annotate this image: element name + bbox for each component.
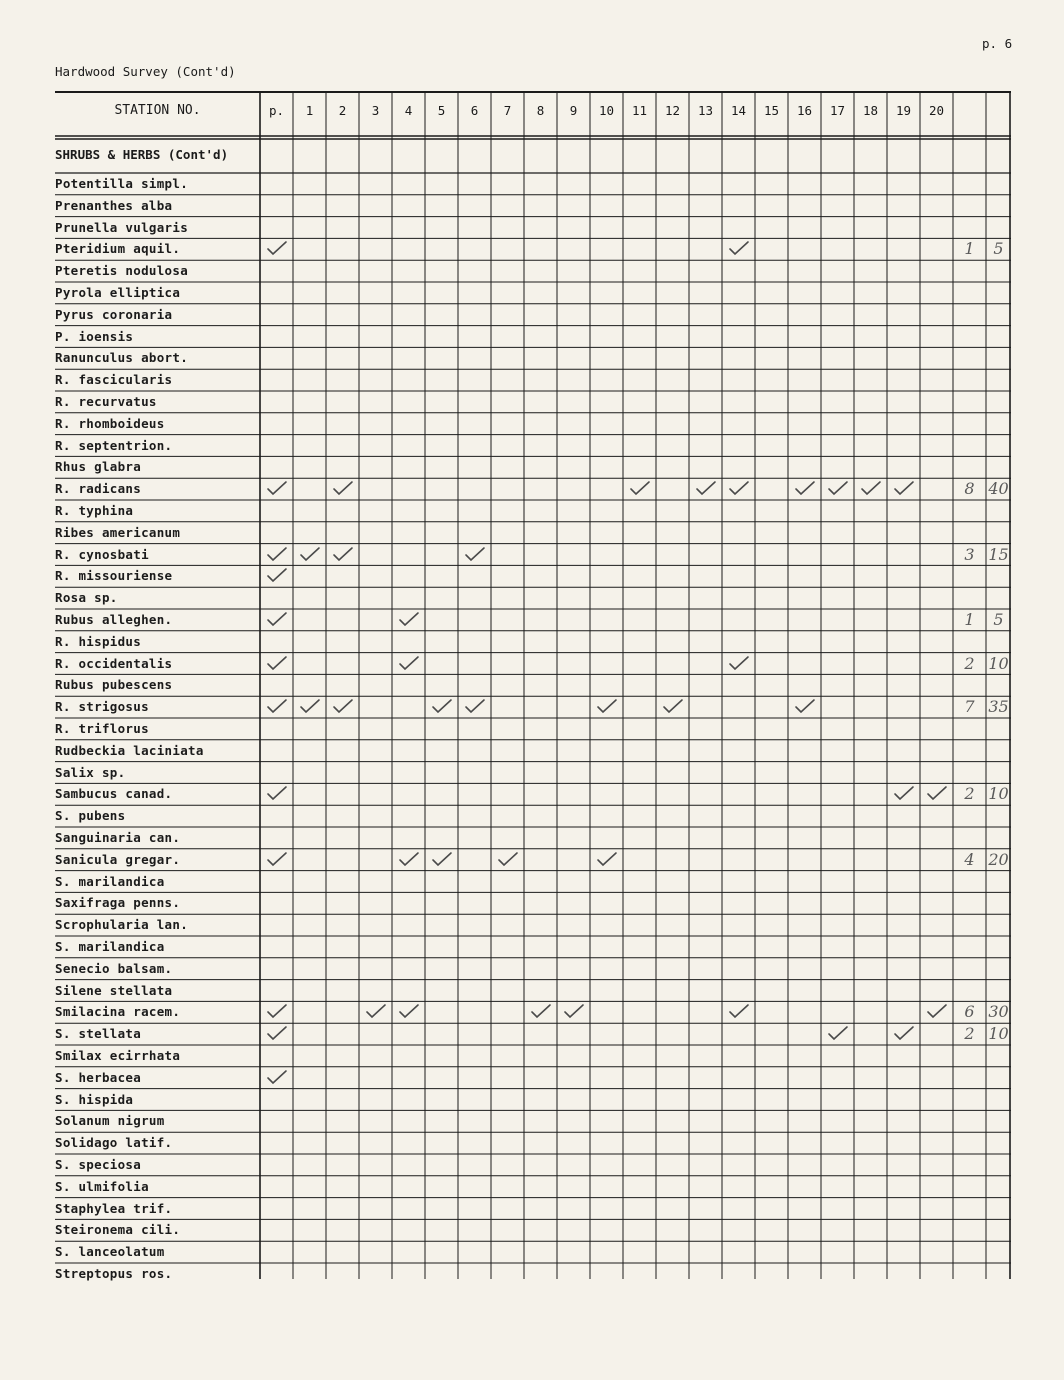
species-name: R. fascicularis [55, 372, 173, 388]
checkmark-icon [265, 239, 289, 257]
tally-percent: 35 [988, 697, 1009, 717]
checkmark-icon [859, 479, 883, 497]
station-column-header: 3 [371, 103, 380, 118]
checkmark-icon [463, 545, 487, 563]
section-label: SHRUBS & HERBS (Cont'd) [55, 147, 229, 162]
species-name: Smilacina racem. [55, 1004, 181, 1020]
species-name: Smilax ecirrhata [55, 1048, 181, 1063]
station-column-header: 12 [664, 103, 681, 118]
tally-count: 3 [964, 544, 975, 564]
station-column-header: 4 [404, 103, 413, 118]
checkmark-icon [529, 1002, 553, 1020]
checkmark-icon [331, 545, 355, 563]
species-name: Rudbeckia laciniata [55, 742, 204, 758]
species-name: Rubus pubescens [55, 677, 173, 693]
station-column-header: 5 [437, 103, 446, 118]
tally-count: 2 [964, 653, 975, 673]
species-name: R. typhina [55, 503, 134, 518]
checkmark-icon [397, 654, 421, 672]
checkmark-icon [265, 697, 289, 715]
checkmark-icon [496, 850, 520, 868]
tally-percent: 20 [988, 849, 1009, 869]
species-name: Prenanthes alba [55, 197, 173, 213]
checkmark-icon [562, 1002, 586, 1020]
species-name: Salix sp. [55, 764, 126, 780]
species-name: Sambucus canad. [55, 786, 173, 802]
tally-percent: 5 [993, 239, 1004, 259]
checkmark-icon [265, 566, 289, 584]
species-name: Staphylea trif. [55, 1200, 173, 1216]
tally-percent: 10 [988, 784, 1009, 804]
species-name: Prunella vulgaris [55, 219, 189, 235]
tally-count: 1 [964, 610, 975, 629]
checkmark-icon [727, 654, 751, 672]
checkmark-icon [892, 1024, 916, 1042]
species-name: S. ulmifolia [55, 1178, 149, 1194]
page-number: p. 6 [982, 36, 1013, 51]
checkmark-icon [694, 479, 718, 497]
species-name: S. herbacea [55, 1069, 142, 1085]
station-column-header: 6 [470, 103, 479, 118]
checkmark-icon [364, 1002, 388, 1020]
station-column-header: 10 [598, 103, 615, 118]
tally-count: 6 [964, 1002, 975, 1022]
checkmark-icon [925, 784, 949, 802]
species-name: R. hispidus [55, 633, 142, 649]
station-column-header: 18 [862, 103, 879, 118]
species-name: S. pubens [55, 808, 126, 824]
checkmark-icon [430, 697, 454, 715]
station-column-header: 14 [730, 103, 747, 118]
species-name: Ranunculus abort. [55, 350, 189, 366]
station-column-header: 19 [895, 103, 912, 118]
checkmark-icon [727, 479, 751, 497]
species-name: P. ioensis [55, 328, 134, 344]
checkmark-icon [925, 1002, 949, 1020]
tally-percent: 10 [988, 653, 1009, 673]
checkmark-icon [397, 1002, 421, 1020]
species-name: Solanum nigrum [55, 1113, 165, 1129]
species-name: Rhus glabra [55, 459, 142, 475]
station-column-header: 2 [338, 103, 347, 118]
species-name: Ribes americanum [55, 524, 181, 540]
station-column-header: 13 [697, 103, 714, 118]
checkmark-icon [826, 479, 850, 497]
species-name: Potentilla simpl. [55, 176, 189, 191]
checkmark-icon [892, 784, 916, 802]
tally-percent: 40 [988, 479, 1009, 499]
checkmark-icon [298, 545, 322, 563]
checkmark-icon [628, 479, 652, 497]
species-name: Pteretis nodulosa [55, 263, 189, 279]
tally-count: 2 [964, 784, 975, 804]
checkmark-icon [265, 479, 289, 497]
station-column-header: 9 [569, 103, 578, 118]
station-column-header: 15 [763, 103, 780, 118]
checkmark-icon [463, 697, 487, 715]
checkmark-icon [265, 1002, 289, 1020]
species-name: S. marilandica [55, 873, 165, 889]
species-name: Sanguinaria can. [55, 830, 181, 845]
species-name: Saxifraga penns. [55, 895, 181, 911]
species-name: R. strigosus [55, 699, 149, 715]
species-name: R. radicans [55, 481, 142, 497]
species-name: S. speciosa [55, 1157, 142, 1172]
species-name: S. lanceolatum [55, 1244, 165, 1260]
station-column-header: p. [268, 103, 285, 118]
station-column-header: 8 [536, 103, 545, 118]
survey-table [55, 91, 1011, 1279]
checkmark-icon [661, 697, 685, 715]
document-title: Hardwood Survey (Cont'd) [55, 64, 236, 79]
species-name: R. rhomboideus [55, 415, 165, 431]
species-name: R. septentrion. [55, 437, 173, 453]
tally-count: 1 [964, 239, 975, 259]
species-name: Streptopus ros. [55, 1266, 173, 1281]
checkmark-icon [793, 479, 817, 497]
species-name: Rubus alleghen. [55, 612, 173, 627]
checkmark-icon [331, 697, 355, 715]
species-name: S. marilandica [55, 939, 165, 954]
species-name: Silene stellata [55, 982, 173, 998]
species-name: R. cynosbati [55, 546, 149, 562]
checkmark-icon [397, 610, 421, 628]
species-name: S. hispida [55, 1091, 134, 1107]
species-name: Pyrola elliptica [55, 285, 181, 300]
tally-count: 4 [964, 849, 975, 869]
station-column-header: 17 [829, 103, 846, 118]
checkmark-icon [265, 545, 289, 563]
station-column-header: 1 [305, 103, 314, 118]
checkmark-icon [265, 850, 289, 868]
station-column-header: 11 [631, 103, 648, 118]
species-name: Senecio balsam. [55, 960, 173, 976]
species-name: Sanicula gregar. [55, 851, 181, 867]
tally-percent: 5 [993, 610, 1004, 629]
station-header-label: STATION NO. [114, 103, 201, 118]
species-name: Steironema cili. [55, 1222, 181, 1238]
checkmark-icon [826, 1024, 850, 1042]
checkmark-icon [265, 610, 289, 628]
checkmark-icon [331, 479, 355, 497]
species-name: R. triflorus [55, 721, 149, 736]
tally-percent: 30 [988, 1002, 1009, 1022]
tally-count: 8 [964, 479, 975, 499]
species-name: Rosa sp. [55, 590, 118, 606]
tally-percent: 15 [988, 544, 1009, 564]
species-name: R. missouriense [55, 568, 173, 584]
species-name: Solidago latif. [55, 1135, 173, 1151]
checkmark-icon [265, 654, 289, 672]
station-column-header: 20 [928, 103, 945, 118]
tally-count: 7 [964, 697, 975, 717]
species-name: Pteridium aquil. [55, 241, 181, 257]
species-name: R. recurvatus [55, 394, 157, 409]
species-name: Pyrus coronaria [55, 306, 173, 322]
species-name: R. occidentalis [55, 655, 173, 671]
checkmark-icon [397, 850, 421, 868]
species-name: S. stellata [55, 1026, 142, 1042]
station-column-header: 16 [796, 103, 813, 118]
checkmark-icon [265, 1068, 289, 1086]
table-grid [55, 91, 1011, 1279]
checkmark-icon [595, 697, 619, 715]
checkmark-icon [298, 697, 322, 715]
tally-percent: 10 [988, 1024, 1009, 1044]
checkmark-icon [793, 697, 817, 715]
tally-count: 2 [964, 1024, 975, 1044]
checkmark-icon [595, 850, 619, 868]
checkmark-icon [727, 239, 751, 257]
species-name: Scrophularia lan. [55, 917, 189, 933]
checkmark-icon [892, 479, 916, 497]
checkmark-icon [727, 1002, 751, 1020]
checkmark-icon [430, 850, 454, 868]
checkmark-icon [265, 784, 289, 802]
station-column-header: 7 [503, 103, 512, 118]
checkmark-icon [265, 1024, 289, 1042]
